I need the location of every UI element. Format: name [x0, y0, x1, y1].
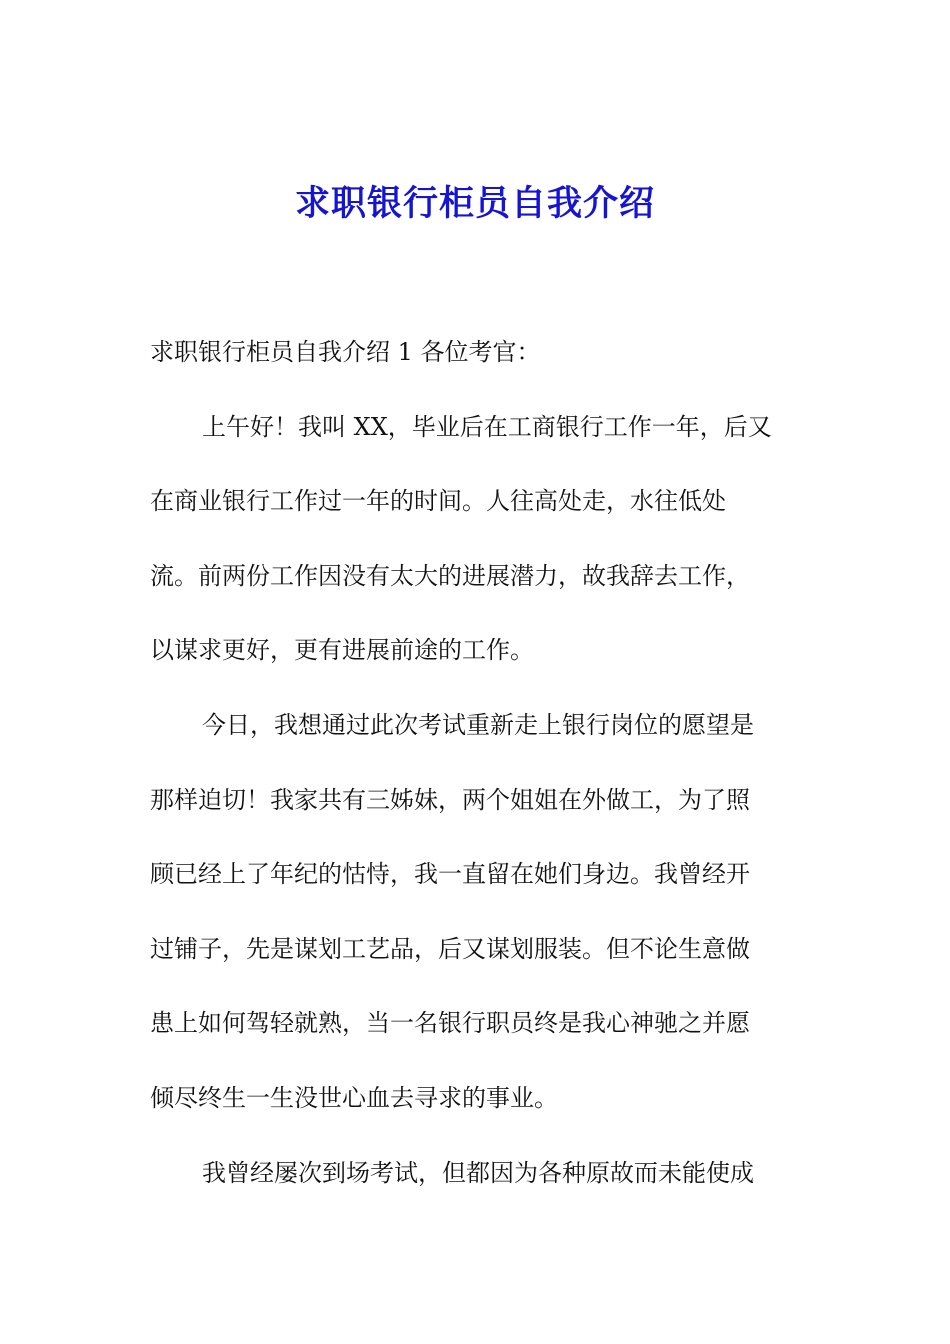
- body-line-8: 顾已经上了年纪的怙恃，我一直留在她们身边。我曾经开: [150, 860, 750, 889]
- document-body: [150, 324, 800, 1219]
- body-line-6: 今日，我想通过此次考试重新走上银行岗位的愿望是: [202, 710, 754, 739]
- body-line-1: 求职银行柜员自我介绍 1 各位考官：: [150, 338, 541, 366]
- body-line-9: 过铺子，先是谋划工艺品，后又谋划服装。但不论生意做: [150, 934, 750, 963]
- body-line-10: 患上如何驾轻就熟，当一名银行职员终是我心神驰之并愿: [150, 1009, 750, 1038]
- body-line-11: 倾尽终生一生没世心血去寻求的事业。: [150, 1083, 558, 1112]
- document-title: 求职银行柜员自我介绍: [294, 183, 655, 224]
- body-line-2: 上午好！我叫 XX，毕业后在工商银行工作一年，后又: [202, 412, 772, 441]
- body-line-12: 我曾经屡次到场考试，但都因为各种原故而未能使成: [202, 1158, 754, 1187]
- body-line-7: 那样迫切！我家共有三姊妹，两个姐姐在外做工，为了照: [150, 785, 750, 814]
- body-line-5: 以谋求更好，更有进展前途的工作。: [150, 636, 534, 665]
- body-line-3: 在商业银行工作过一年的时间。人往高处走，水往低处: [150, 487, 726, 516]
- body-line-4: 流。前两份工作因没有太大的进展潜力，故我辞去工作，: [150, 561, 750, 590]
